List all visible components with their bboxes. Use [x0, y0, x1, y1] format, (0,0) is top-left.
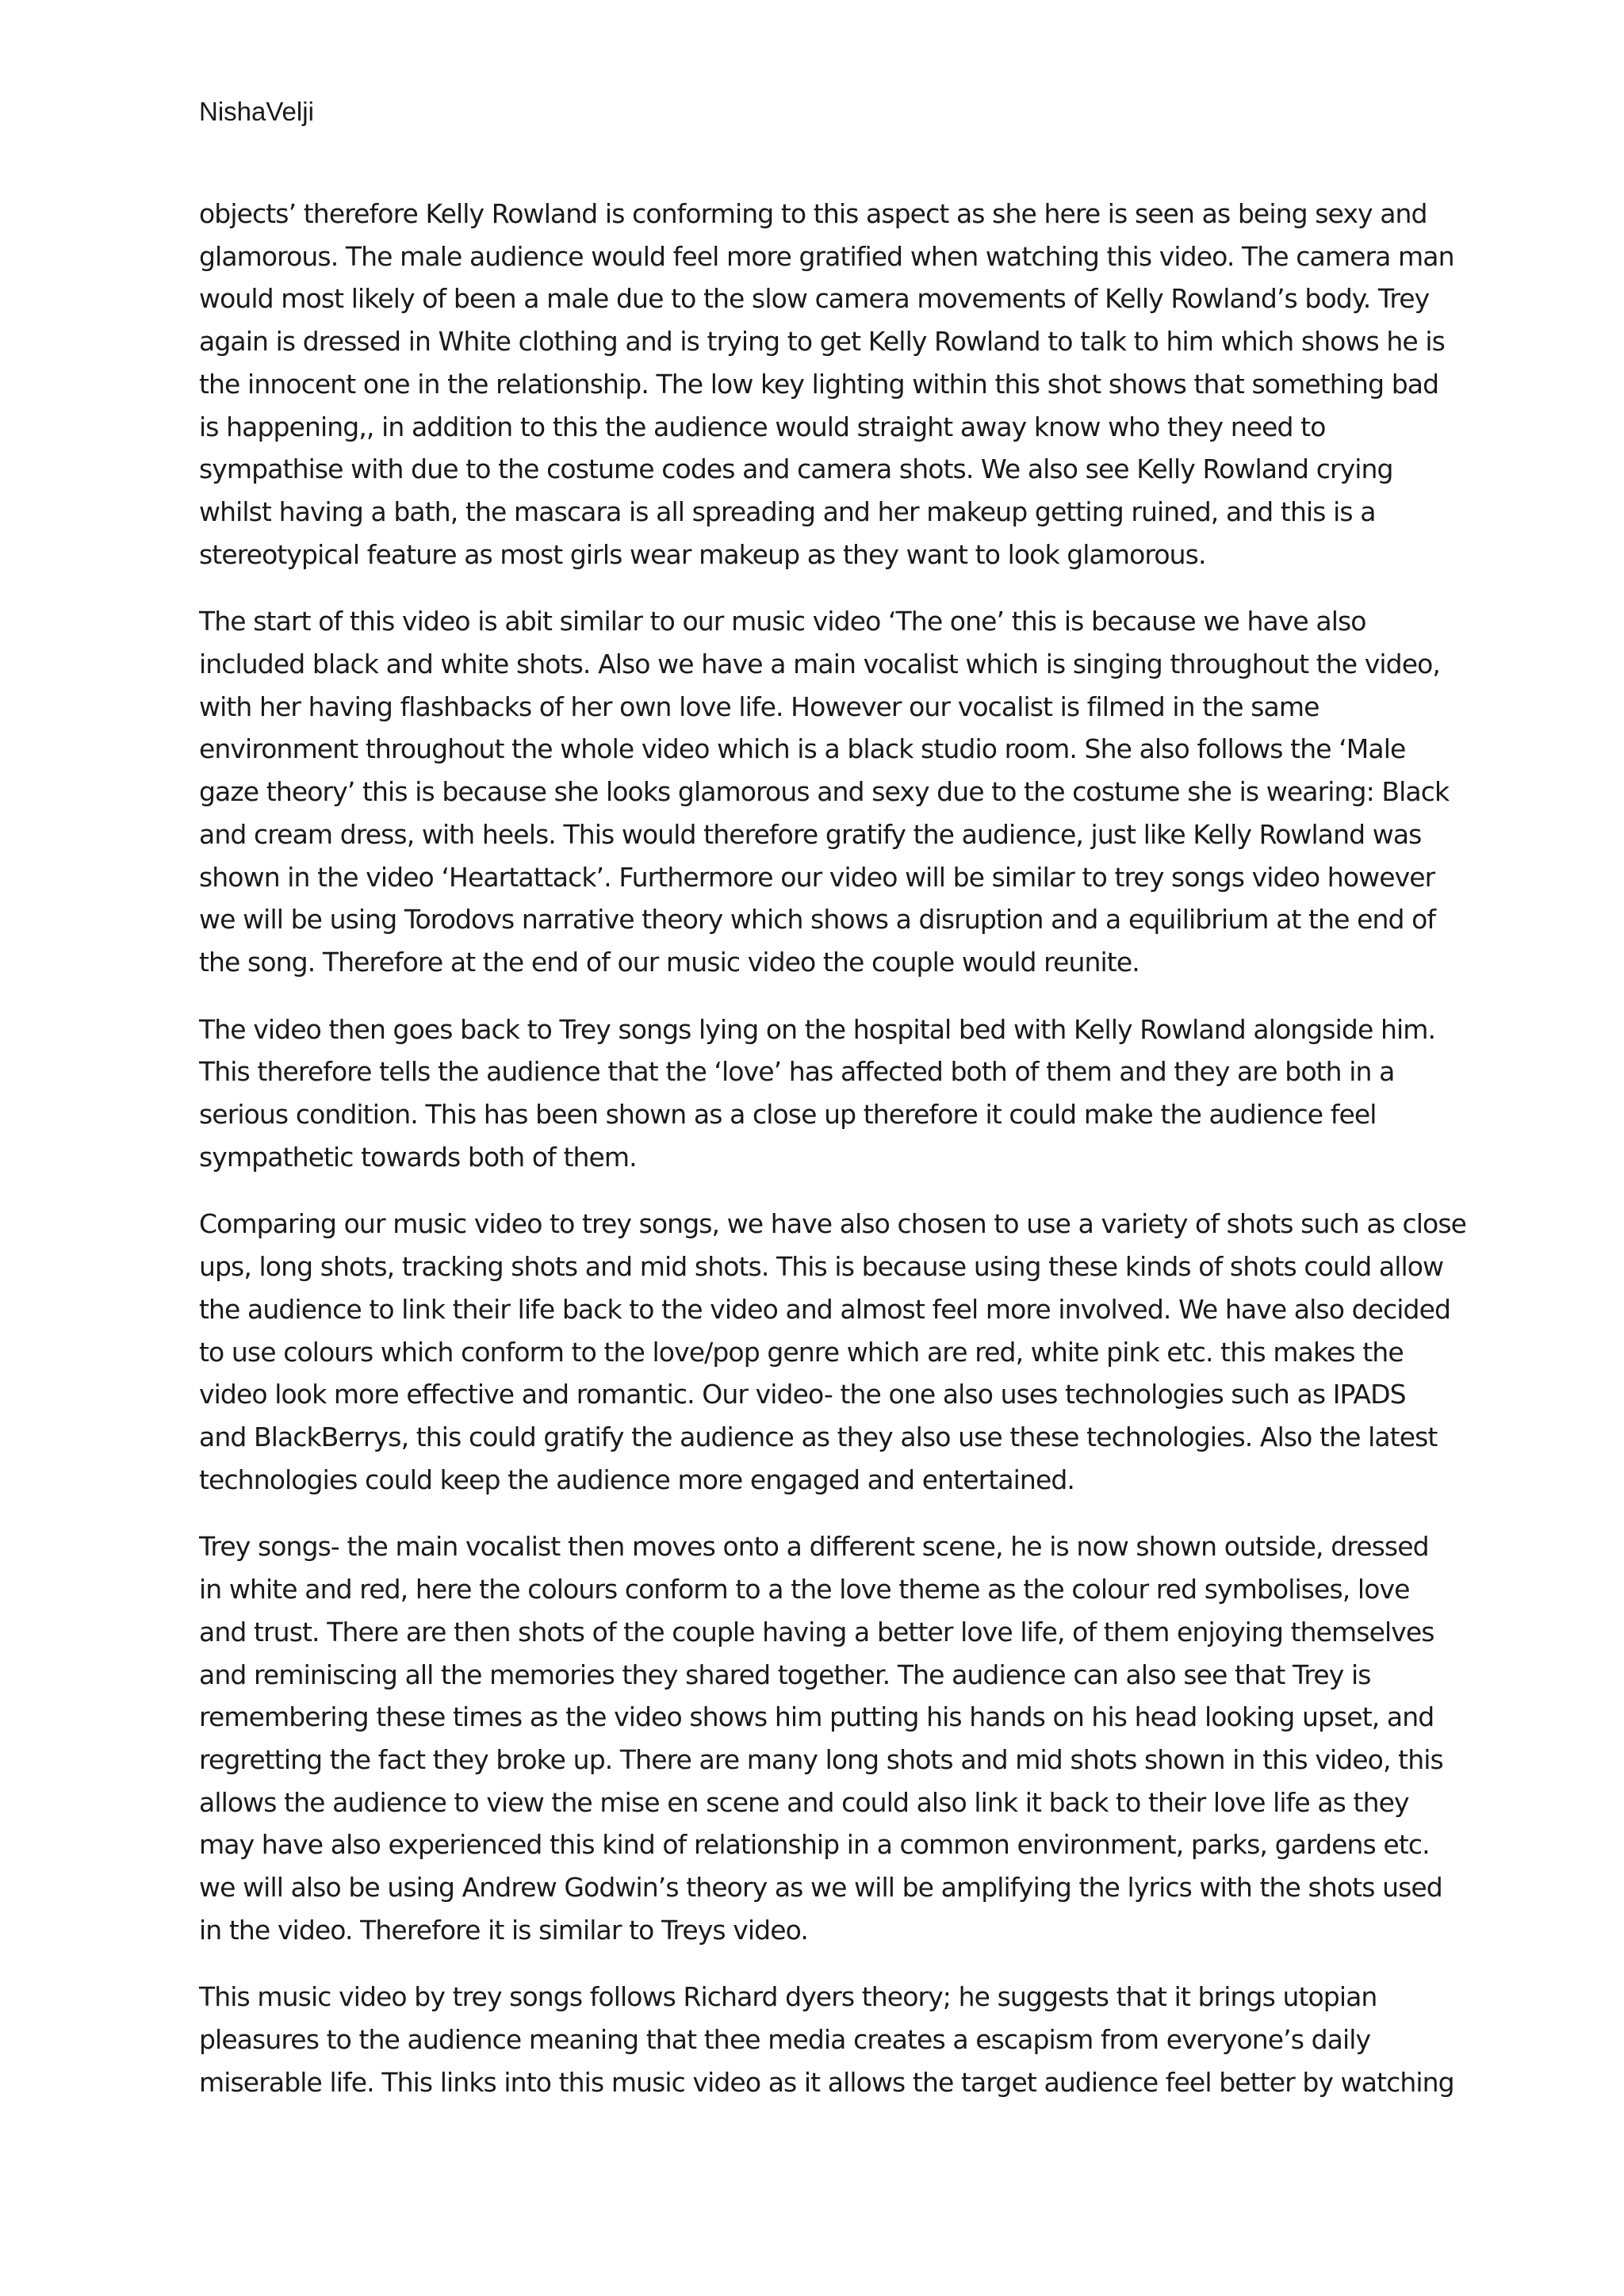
paragraph-line: in white and red, here the colours conform to a the love theme as the colour red symbolises, love — [199, 1574, 1410, 1605]
paragraph-line: we will also be using Andrew Godwin’s theory as we will be amplifying the lyrics with the shots used — [199, 1872, 1442, 1904]
paragraph-line: to use colours which conform to the love/pop genre which are red, white pink etc. this makes the — [199, 1336, 1404, 1368]
paragraph-line: gaze theory’ this is because she looks glamorous and sexy due to the costume she is wearing: Black — [199, 776, 1450, 808]
paragraph-line: sympathise with due to the costume codes and camera shots. We also see Kelly Rowland crying — [199, 453, 1393, 485]
paragraph-line: included black and white shots. Also we have a main vocalist which is singing throughout the video, — [199, 649, 1441, 680]
paragraph-line: regretting the fact they broke up. There are many long shots and mid shots shown in this video, this — [199, 1743, 1443, 1775]
paragraph-line: the innocent one in the relationship. The low key lighting within this shot shows that something bad — [199, 368, 1439, 400]
paragraph-line: the audience to link their life back to the video and almost feel more involved. We have also decided — [199, 1293, 1451, 1325]
paragraph-line: remembering these times as the video shows him putting his hands on his head looking upset, and — [199, 1701, 1434, 1733]
document-body — [199, 193, 1467, 2129]
paragraph-line: and reminiscing all the memories they shared together. The audience can also see that Trey is — [199, 1659, 1371, 1690]
paragraph-line: we will be using Torodovs narrative theory which shows a disruption and a equilibrium at the end of — [199, 904, 1436, 936]
paragraph-line: Comparing our music video to trey songs, we have also chosen to use a variety of shots such as close — [199, 1208, 1467, 1240]
paragraph-3 — [199, 1008, 1440, 1179]
paragraph-line: and cream dress, with heels. This would therefore gratify the audience, just like Kelly Rowland was — [199, 818, 1422, 850]
paragraph-line: shown in the video ‘Heartattack’. Furthermore our video will be similar to trey songs video however — [199, 861, 1435, 893]
paragraph-line: serious condition. This has been shown as a close up therefore it could make the audience feel — [199, 1099, 1377, 1131]
paragraph-5 — [199, 1525, 1443, 1951]
paragraph-line: video look more effective and romantic. Our video- the one also uses technologies such as IPADS — [199, 1379, 1406, 1410]
paragraph-line: and trust. There are then shots of the couple having a better love life, of them enjoying themselves — [199, 1616, 1434, 1647]
paragraph-line: is happening,, in addition to this the audience would straight away know who they need to — [199, 411, 1326, 442]
paragraph-line: This music video by trey songs follows Richard dyers theory; he suggests that it brings utopian — [199, 1981, 1377, 2013]
paragraph-line: again is dressed in White clothing and is trying to get Kelly Rowland to talk to him which shows he is — [199, 326, 1445, 358]
paragraph-line: whilst having a bath, the mascara is all spreading and her makeup getting ruined, and this is a — [199, 496, 1376, 527]
paragraph-line: sympathetic towards both of them. — [199, 1141, 637, 1173]
paragraph-1 — [199, 193, 1454, 576]
paragraph-line: the song. Therefore at the end of our music video the couple would reunite. — [199, 946, 1139, 978]
paragraph-line: environment throughout the whole video which is a black studio room. She also follows the ‘Male — [199, 733, 1406, 765]
paragraph-line: and BlackBerrys, this could gratify the audience as they also use these technologies. Also the latest — [199, 1421, 1438, 1452]
paragraph-line: would most likely of been a male due to the slow camera movements of Kelly Rowland’s body. Trey — [199, 283, 1430, 315]
author-header: NishaVelji — [199, 97, 314, 126]
paragraph-line: pleasures to the audience meaning that thee media creates a escapism from everyone’s daily — [199, 2024, 1371, 2056]
paragraph-4 — [199, 1203, 1467, 1501]
paragraph-line: miserable life. This links into this music video as it allows the target audience feel better by watching — [199, 2066, 1454, 2098]
paragraph-line: in the video. Therefore it is similar to Treys video. — [199, 1914, 808, 1946]
paragraph-line: objects’ therefore Kelly Rowland is conforming to this aspect as she here is seen as being sexy and — [199, 198, 1427, 229]
paragraph-line: The start of this video is abit similar to our music video ‘The one’ this is because we have also — [199, 606, 1366, 637]
paragraph-line: technologies could keep the audience more engaged and entertained. — [199, 1464, 1074, 1495]
paragraph-2 — [199, 600, 1450, 983]
paragraph-line: with her having flashbacks of her own love life. However our vocalist is filmed in the same — [199, 691, 1320, 722]
paragraph-line: ups, long shots, tracking shots and mid shots. This is because using these kinds of shots could allow — [199, 1251, 1444, 1283]
paragraph-line: glamorous. The male audience would feel more gratified when watching this video. The camera man — [199, 240, 1454, 272]
paragraph-line: This therefore tells the audience that the ‘love’ has affected both of them and they are both in a — [199, 1056, 1395, 1088]
paragraph-line: may have also experienced this kind of relationship in a common environment, parks, gardens etc. — [199, 1829, 1430, 1861]
paragraph-line: Trey songs- the main vocalist then moves onto a different scene, he is now shown outside, dressed — [199, 1531, 1429, 1563]
paragraph-line: allows the audience to view the mise en scene and could also link it back to their love life as they — [199, 1786, 1409, 1818]
paragraph-line: The video then goes back to Trey songs lying on the hospital bed with Kelly Rowland alongside him. — [199, 1013, 1436, 1045]
paragraph-6 — [199, 1976, 1454, 2103]
paragraph-line: stereotypical feature as most girls wear makeup as they want to look glamorous. — [199, 538, 1206, 570]
